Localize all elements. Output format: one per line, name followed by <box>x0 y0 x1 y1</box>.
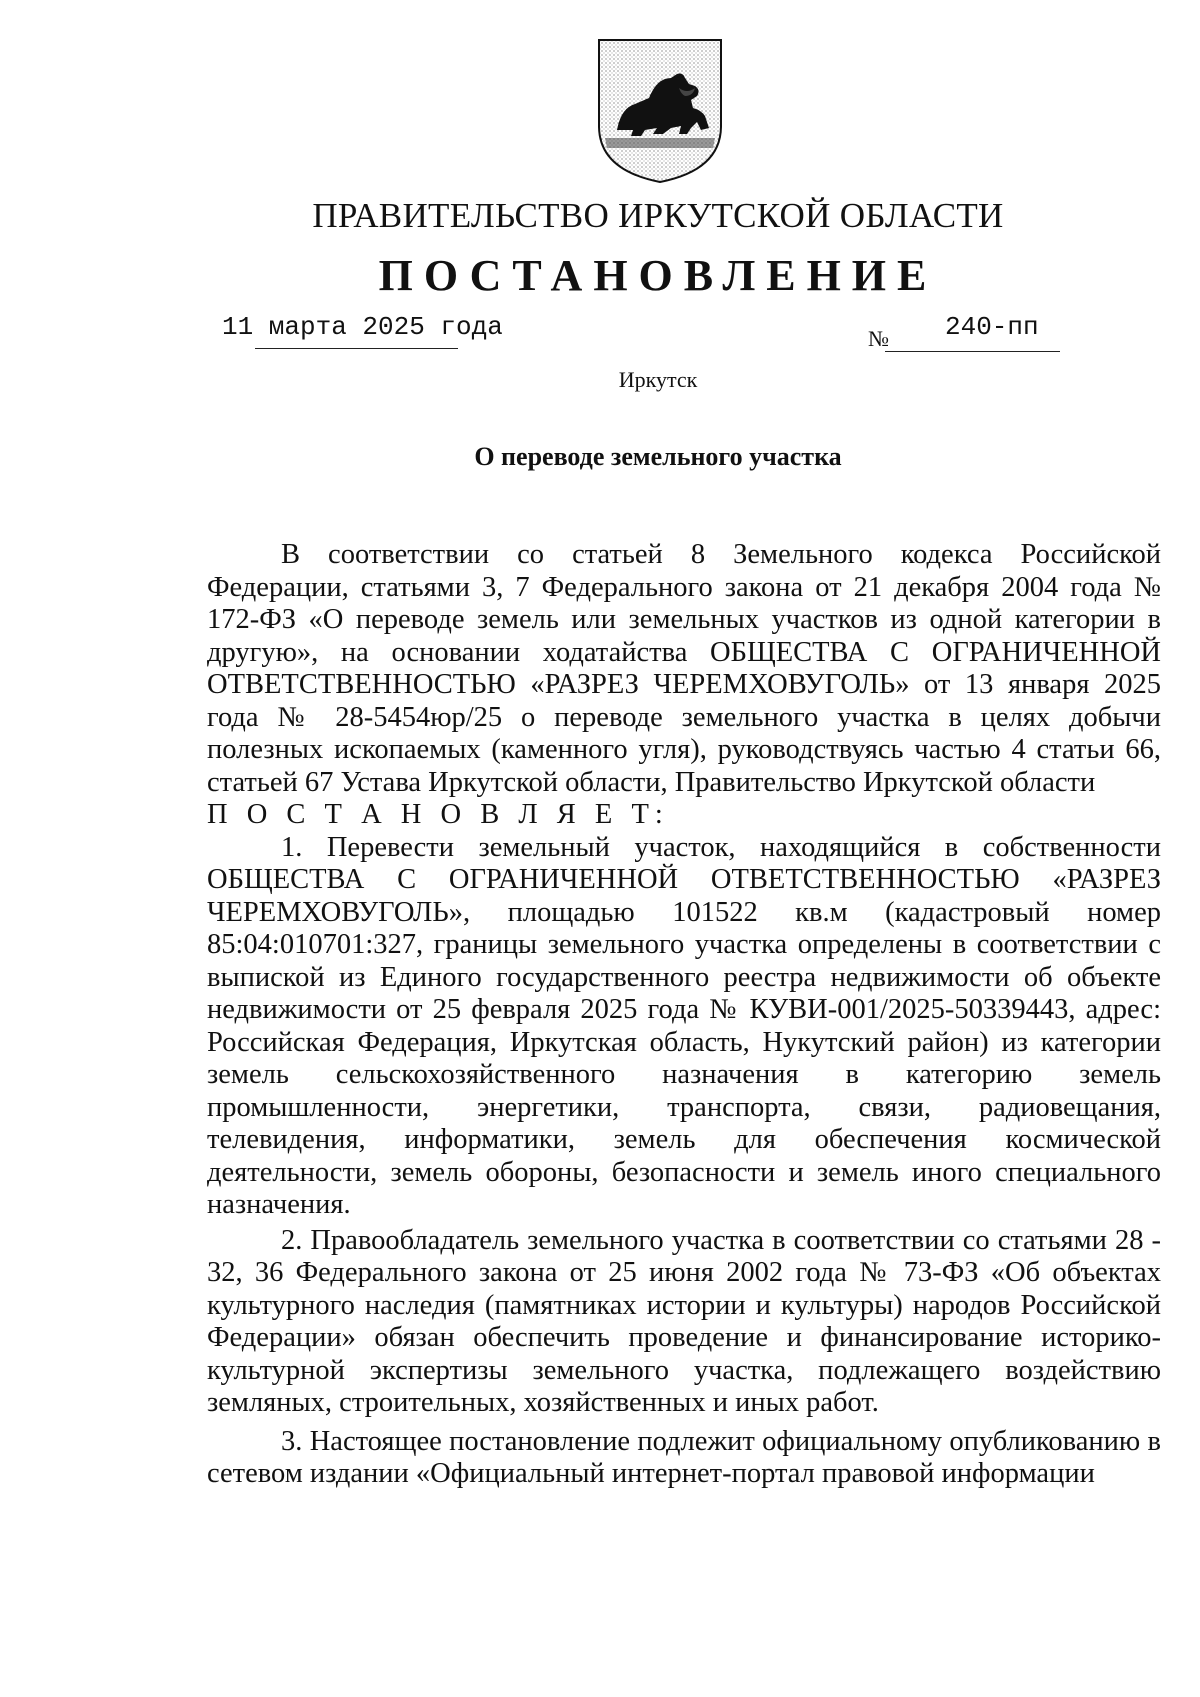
document-title: О переводе земельного участка <box>474 442 842 471</box>
document-type: ПОСТАНОВЛЕНИЕ <box>378 251 938 300</box>
date-underline <box>255 348 458 349</box>
item-2-paragraph: 2. Правообладатель земельного участка в соответствии со статьями 28 - 32, 36 Федерального закона от 25 июня 2002 года № 73-ФЗ «Об объектах культурного наследия (памятниках истории и культуры) народов Российской Федерации» обязан обеспечить проведение и финансирование историко-культурной экспертизы земельного участка, подлежащего воздействию земляных, строительных, хозяйственных и иных работ. <box>207 1224 1161 1418</box>
document-number: 240-пп <box>945 312 1039 342</box>
number-label: № <box>868 326 889 351</box>
government-name: ПРАВИТЕЛЬСТВО ИРКУТСКОЙ ОБЛАСТИ <box>312 196 1004 235</box>
number-underline <box>885 351 1060 352</box>
decree-word: П О С Т А Н О В Л Я Е Т: <box>207 799 669 830</box>
document-date: 11 марта 2025 года <box>222 312 503 342</box>
document-body <box>207 539 1161 1491</box>
item-3-paragraph: 3. Настоящее постановление подлежит официальному опубликованию в сетевом издании «Официальный интернет-портал правовой информации <box>207 1425 1161 1489</box>
preamble-paragraph: В соответствии со статьей 8 Земельного кодекса Российской Федерации, статьями 3, 7 Федерального закона от 21 декабря 2004 года № 172-ФЗ «О переводе земель или земельных участков из одной категории в другую», на основании ходатайства ОБЩЕСТВА С ОГРАНИЧЕННОЙ ОТВЕТСТВЕННОСТЬЮ «РАЗРЕЗ ЧЕРЕМХОВУГОЛЬ» от 13 января 2025 года № 28-5454юр/25 о переводе земельного участка в целях добычи полезных ископаемых (каменного угля), руководствуясь частью 4 статьи 66, статьей 67 Устава Иркутской области, Правительство Иркутской области <box>207 539 1161 798</box>
item-1-paragraph: 1. Перевести земельный участок, находящийся в собственности ОБЩЕСТВА С ОГРАНИЧЕННОЙ ОТВЕТСТВЕННОСТЬЮ «РАЗРЕЗ ЧЕРЕМХОВУГОЛЬ», площадью 101522 кв.м (кадастровый номер 85:04:010701:327, границы земельного участка определены в соответствии с выпиской из Единого государственного реестра недвижимости об объекте недвижимости от 25 февраля 2025 года № КУВИ-001/2025-50339443, адрес: Российская Федерация, Иркутская область, Нукутский район) из категории земель сельскохозяйственного назначения в категорию земель промышленности, энергетики, транспорта, связи, радиовещания, телевидения, информатики, земель для обеспечения космической деятельности, земель обороны, безопасности и земель иного специального назначения. <box>207 831 1161 1220</box>
coat-of-arms-icon <box>597 38 723 184</box>
city-name: Иркутск <box>618 367 698 392</box>
